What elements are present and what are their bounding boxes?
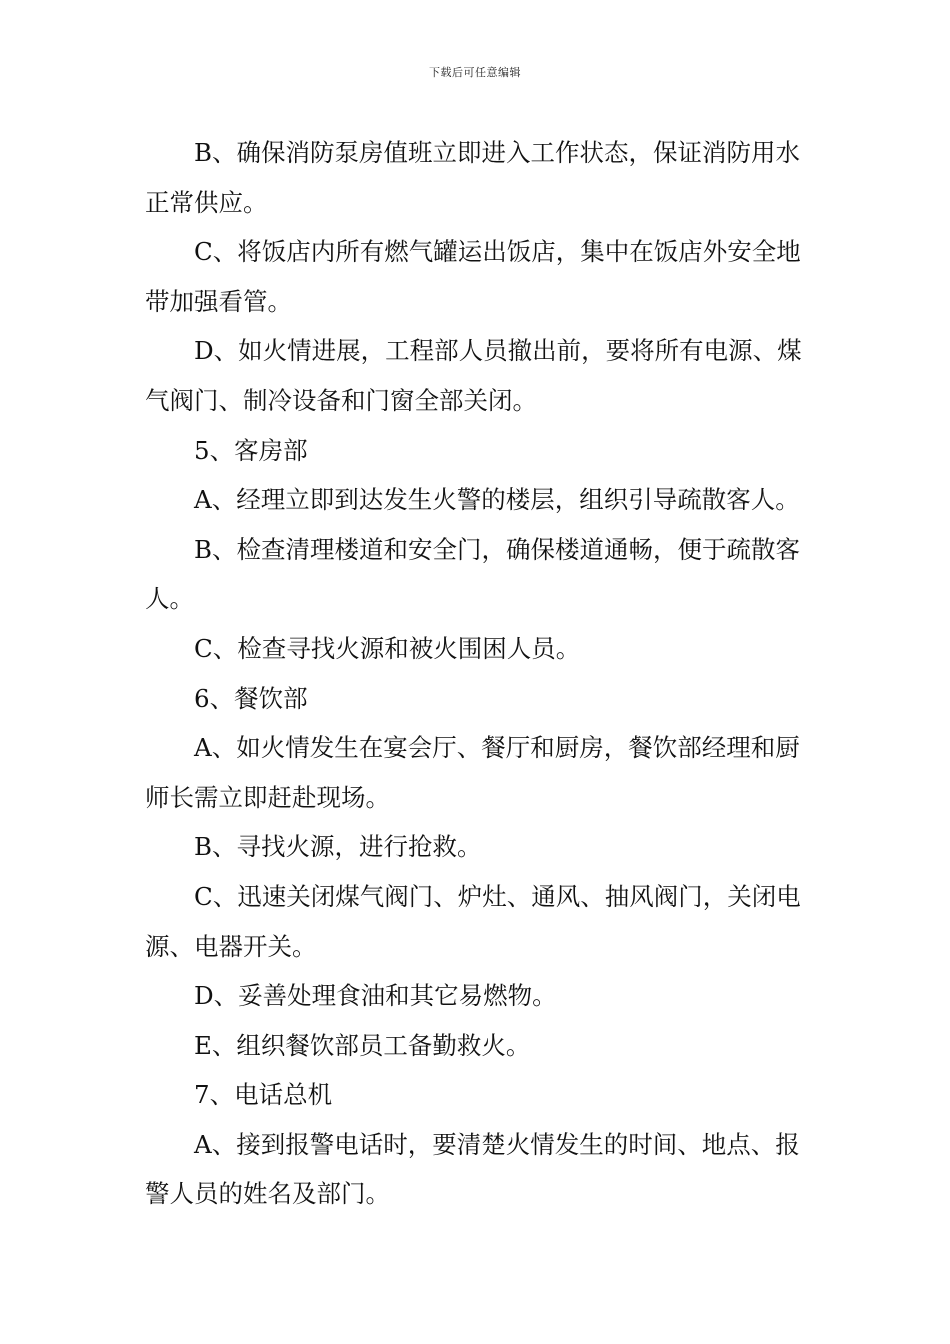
section-heading-food-beverage: 6、餐饮部 (194, 683, 308, 713)
section-heading-housekeeping: 5、客房部 (194, 435, 308, 465)
document-body (145, 128, 810, 1219)
paragraph-food-beverage-e: E、组织餐饮部员工备勤救火。 (194, 1030, 531, 1060)
paragraph-housekeeping-c: C、检查寻找火源和被火围困人员。 (194, 633, 581, 663)
paragraph-housekeeping-b: B、检查清理楼道和安全门，确保楼道通畅，便于疏散客人。 (145, 534, 801, 614)
section-heading-switchboard: 7、电话总机 (194, 1080, 333, 1110)
page-header: 下载后可任意编辑 (429, 66, 521, 79)
paragraph-housekeeping-a: A、经理立即到达发生火警的楼层，组织引导疏散客人。 (194, 485, 800, 515)
paragraph-engineering-b: B、确保消防泵房值班立即进入工作状态，保证消防用水正常供应。 (145, 138, 801, 217)
paragraph-engineering-d: D、如火情进展，工程部人员撤出前，要将所有电源、煤气阀门、制冷设备和门窗全部关闭。 (145, 336, 802, 415)
paragraph-engineering-c: C、将饭店内所有燃气罐运出饭店，集中在饭店外安全地带加强看管。 (145, 237, 801, 316)
paragraph-food-beverage-a: A、如火情发生在宴会厅、餐厅和厨房，餐饮部经理和厨师长需立即赶赴现场。 (145, 733, 800, 812)
paragraph-food-beverage-b: B、寻找火源，进行抢救。 (194, 832, 482, 862)
paragraph-food-beverage-d: D、妥善处理食油和其它易燃物。 (194, 981, 557, 1011)
paragraph-food-beverage-c: C、迅速关闭煤气阀门、炉灶、通风、抽风阀门，关闭电源、电器开关。 (145, 881, 801, 961)
paragraph-switchboard-a: A、接到报警电话时，要清楚火情发生的时间、地点、报警人员的姓名及部门。 (145, 1129, 800, 1209)
